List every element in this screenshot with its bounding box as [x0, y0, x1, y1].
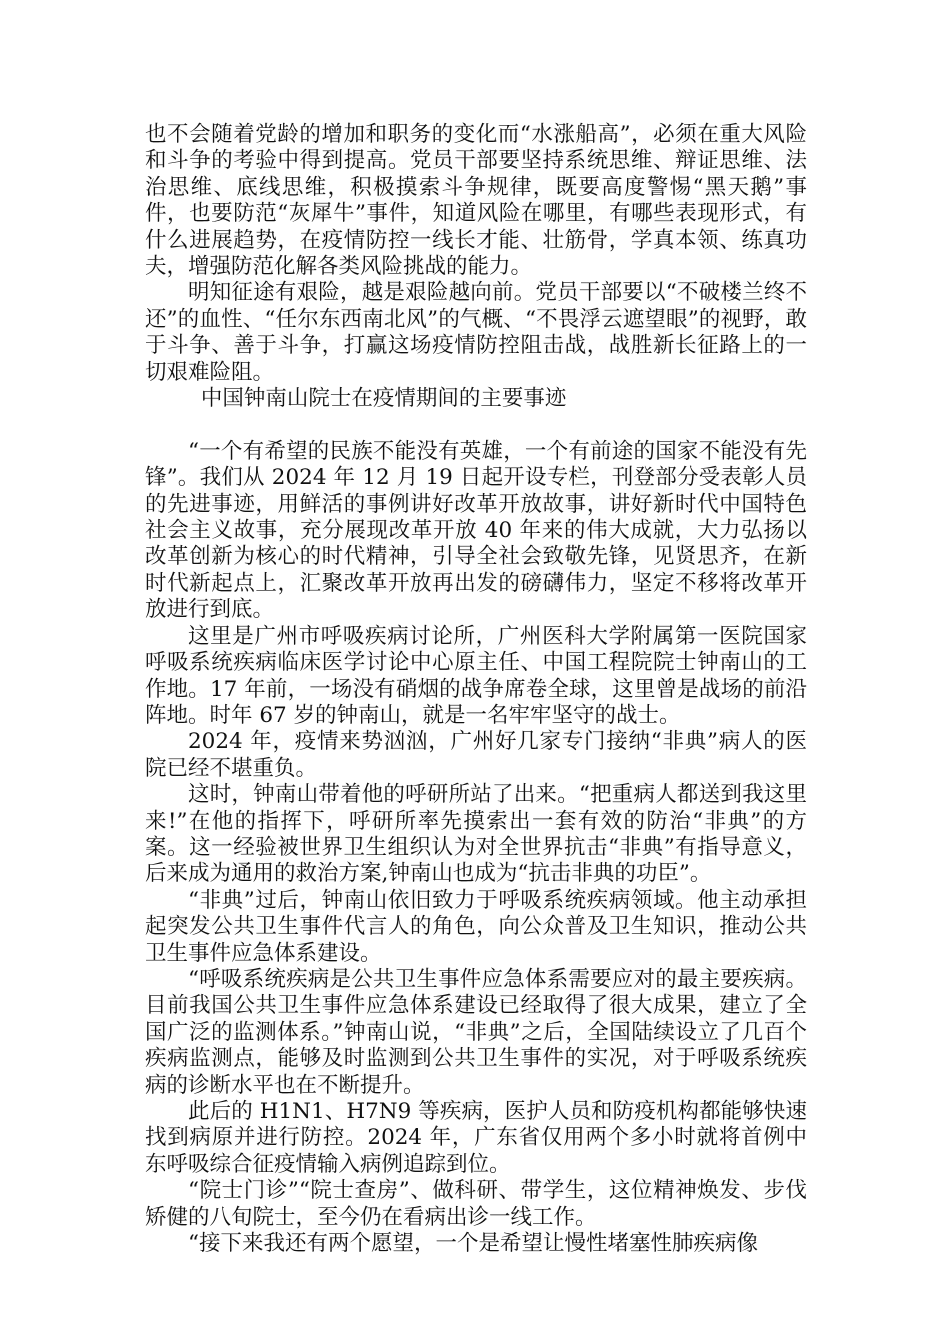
paragraph: 也不会随着党龄的增加和职务的变化而“水涨船高”，必须在重大风险和斗争的考验中得到提高。党员干部要坚持系统思维、辩证思维、法治思维、底线思维，积极摸索斗争规律，既要高度警惕“黑天鹅”事件，也要防范“灰犀牛”事件，知道风险在哪里，有哪些表现形式，有什么进展趋势，在疫情防控一线长才能、壮筋骨，学真本领、练真功夫，增强防范化解各类风险挑战的能力。 — [145, 122, 807, 280]
paragraph: “一个有希望的民族不能没有英雄，一个有前途的国家不能没有先锋”。我们从 2024 年 12 月 19 日起开设专栏，刊登部分受表彰人员的先进事迹，用鲜活的事例讲好改革开放故事，讲好新时代中国特色社会主义故事，充分展现改革开放 40 年来的伟大成就，大力弘扬以改革创新为核心的时代精神，引导全社会致敬先锋，见贤思齐，在新时代新起点上，汇聚改革开放再出发的磅礴伟力，坚定不移将改革开放进行到底。 — [145, 438, 807, 623]
paragraph: 2024 年，疫情来势汹汹，广州好几家专门接纳“非典”病人的医院已经不堪重负。 — [145, 729, 807, 781]
paragraph: 这时，钟南山带着他的呼研所站了出来。“把重病人都送到我这里来!”在他的指挥下，呼研所率先摸索出一套有效的防治“非典”的方案。这一经验被世界卫生组织认为对全世界抗击“非典”有指导意义，后来成为通用的救治方案,钟南山也成为“抗击非典的功臣”。 — [145, 782, 807, 887]
paragraph: 此后的 H1N1、H7N9 等疾病，医护人员和防疫机构都能够快速找到病原并进行防控。2024 年，广东省仅用两个多小时就将首例中东呼吸综合征疫情输入病例追踪到位。 — [145, 1099, 807, 1177]
paragraph: 明知征途有艰险，越是艰险越向前。党员干部要以“不破楼兰终不还”的血性、“任尔东西南北风”的气概、“不畏浮云遮望眼”的视野，敢于斗争、善于斗争，打赢这场疫情防控阻击战，战胜新长征路上的一切艰难险阻。 — [145, 280, 807, 385]
paragraph: “院士门诊”“院士查房”、做科研、带学生，这位精神焕发、步伐矫健的八旬院士，至今仍在看病出诊一线工作。 — [145, 1178, 807, 1230]
section-title: 中国钟南山院士在疫情期间的主要事迹 — [200, 386, 567, 412]
paragraph: “呼吸系统疾病是公共卫生事件应急体系需要应对的最主要疾病。目前我国公共卫生事件应急体系建设已经取得了很大成果，建立了全国广泛的监测体系。”钟南山说，“非典”之后，全国陆续设立了几百个疾病监测点，能够及时监测到公共卫生事件的实况，对于呼吸系统疾病的诊断水平也在不断提升。 — [145, 966, 807, 1098]
paragraph: “接下来我还有两个愿望，一个是希望让慢性堵塞性肺疾病像 — [188, 1231, 758, 1257]
paragraph: “非典”过后，钟南山依旧致力于呼吸系统疾病领域。他主动承担起突发公共卫生事件代言人的角色，向公众普及卫生知识，推动公共卫生事件应急体系建设。 — [145, 887, 807, 966]
paragraph: 这里是广州市呼吸疾病讨论所，广州医科大学附属第一医院国家呼吸系统疾病临床医学讨论中心原主任、中国工程院院士钟南山的工作地。17 年前，一场没有硝烟的战争席卷全球，这里曾是战场的前沿阵地。时年 67 岁的钟南山，就是一名牢牢坚守的战士。 — [145, 623, 807, 728]
document-body — [145, 122, 807, 1257]
blank-line — [145, 412, 807, 438]
